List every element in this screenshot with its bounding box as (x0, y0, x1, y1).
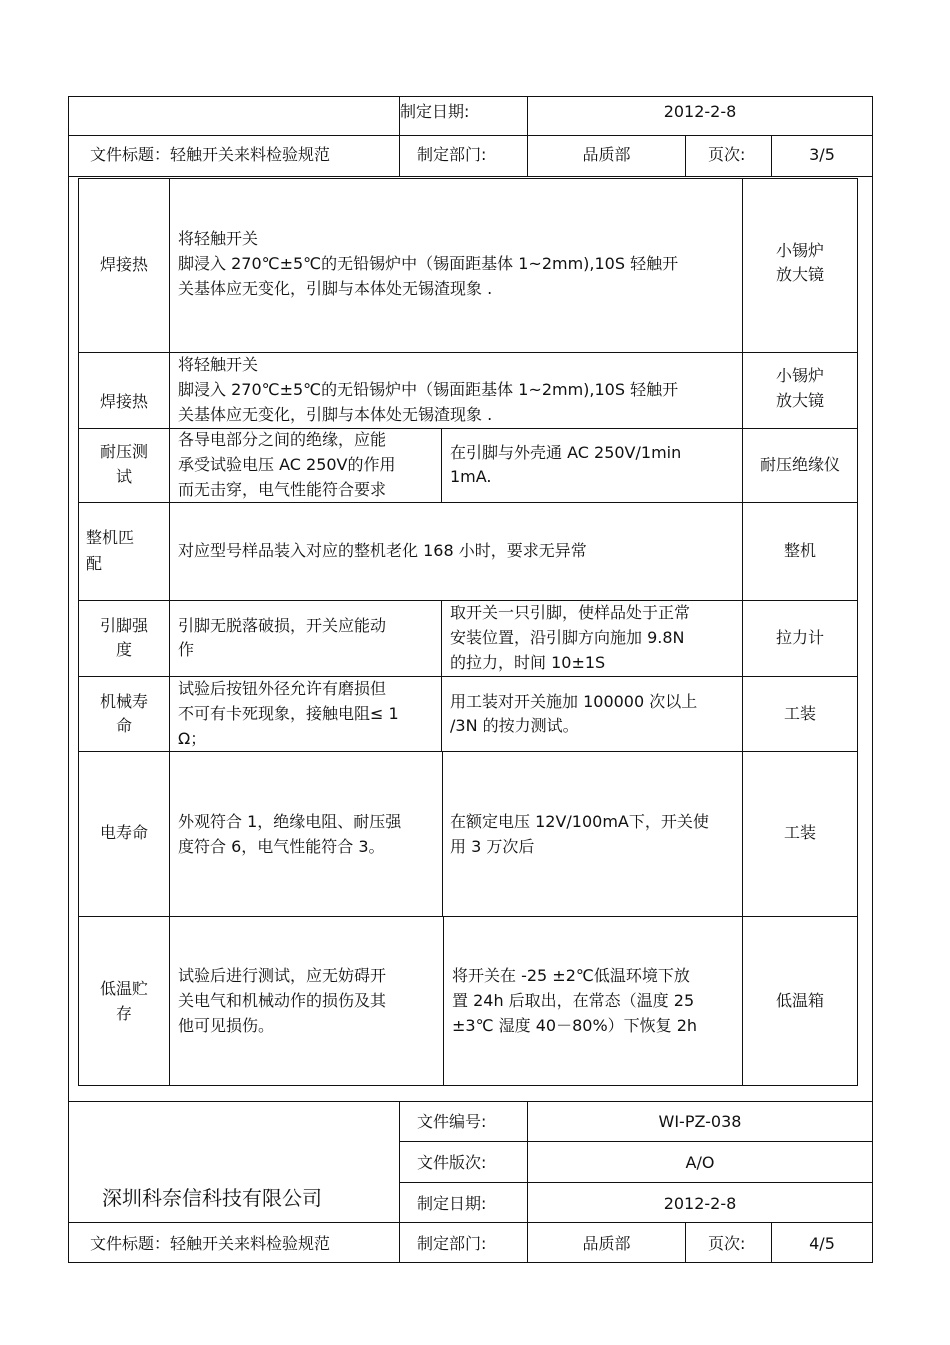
equipment-line: 放大镜 (775, 265, 824, 284)
item-name: 命 (115, 716, 132, 735)
requirement-line: 引脚无脱落破损，开关应能动 (178, 616, 387, 635)
requirement-line: 脚浸入 270℃±5℃的无铅锡炉中（锡面距基体 1~2mm),10S 轻触开 (178, 254, 679, 273)
method-line: 的拉力，时间 10±1S (450, 653, 606, 672)
item-name: 机械寿 (99, 692, 148, 711)
equipment-line: 低温箱 (775, 991, 824, 1010)
dept-value: 品质部 (582, 1234, 631, 1253)
item-name: 低温贮 (99, 979, 148, 998)
document-title: 文件标题：轻触开关来料检验规范 (90, 145, 331, 164)
equipment-line: 小锡炉 (775, 241, 824, 260)
requirement-line: 各导电部分之间的绝缘，应能 (178, 430, 387, 449)
dept-label: 制定部门: (417, 145, 487, 164)
item-name: 配 (86, 554, 103, 573)
equipment-line: 工装 (783, 823, 816, 842)
requirement-line: 他可见损伤。 (178, 1016, 275, 1035)
method-line: 1mA. (450, 467, 492, 486)
document-title: 文件标题：轻触开关来料检验规范 (90, 1234, 331, 1253)
item-name: 焊接热 (99, 392, 148, 411)
page-label: 页次: (708, 145, 746, 164)
dept-label: 制定部门: (417, 1234, 487, 1253)
item-name: 焊接热 (99, 255, 148, 274)
date-label: 制定日期: (400, 102, 470, 121)
requirement-line: 对应型号样品装入对应的整机老化 168 小时，要求无异常 (178, 541, 587, 560)
page-label: 页次: (708, 1234, 746, 1253)
equipment-line: 整机 (783, 541, 816, 560)
equipment-line: 小锡炉 (775, 366, 824, 385)
requirement-line: Ω； (178, 729, 207, 748)
page-number: 3/5 (809, 145, 835, 164)
requirement-line: 试验后进行测试，应无妨碍开 (178, 966, 387, 985)
requirement-line: 不可有卡死现象，接触电阻≤ 1 (178, 704, 399, 723)
requirement-line: 而无击穿，电气性能符合要求 (178, 480, 387, 499)
item-name: 电寿命 (99, 823, 148, 842)
page-number: 4/5 (809, 1234, 835, 1253)
item-name: 耐压测 (99, 442, 148, 461)
equipment-line: 耐压绝缘仪 (759, 455, 840, 474)
method-line: 用 3 万次后 (450, 837, 535, 856)
requirement-line: 关电气和机械动作的损伤及其 (178, 991, 387, 1010)
requirement-line: 将轻触开关 (178, 355, 259, 374)
method-line: 用工装对开关施加 100000 次以上 (450, 692, 698, 711)
item-name: 度 (115, 640, 132, 659)
equipment-line: 拉力计 (775, 628, 824, 647)
method-line: 在额定电压 12V/100mA下，开关使 (450, 812, 709, 831)
item-name: 引脚强 (99, 616, 148, 635)
method-line: ±3℃ 湿度 40－80%）下恢复 2h (452, 1016, 698, 1035)
version-value: A/O (685, 1153, 715, 1172)
version-label: 文件版次: (417, 1153, 487, 1172)
requirement-line: 试验后按钮外径允许有磨损但 (178, 679, 387, 698)
date-value: 2012-2-8 (663, 1194, 737, 1213)
dept-value: 品质部 (582, 145, 631, 164)
method-line: 将开关在 -25 ±2℃低温环境下放 (452, 966, 690, 985)
company-name: 深圳科奈信科技有限公司 (102, 1186, 322, 1210)
method-line: 在引脚与外壳通 AC 250V/1min (450, 443, 682, 462)
requirement-line: 关基体应无变化，引脚与本体处无锡渣现象 . (178, 279, 493, 298)
requirement-line: 度符合 6，电气性能符合 3。 (178, 837, 385, 856)
requirement-line: 外观符合 1，绝缘电阻、耐压强 (178, 812, 402, 831)
method-line: 安装位置，沿引脚方向施加 9.8N (450, 628, 685, 647)
requirement-line: 作 (178, 640, 195, 659)
method-line: /3N 的按力测试。 (450, 716, 579, 735)
requirement-line: 脚浸入 270℃±5℃的无铅锡炉中（锡面距基体 1~2mm),10S 轻触开 (178, 380, 679, 399)
requirement-line: 关基体应无变化，引脚与本体处无锡渣现象 . (178, 405, 493, 424)
doc-number-value: WI-PZ-038 (658, 1112, 742, 1131)
requirement-line: 将轻触开关 (178, 229, 259, 248)
equipment-line: 放大镜 (775, 391, 824, 410)
date-label: 制定日期: (417, 1194, 487, 1213)
requirement-line: 承受试验电压 AC 250V的作用 (178, 455, 396, 474)
doc-number-label: 文件编号: (417, 1112, 487, 1131)
item-name: 整机匹 (86, 528, 135, 547)
equipment-line: 工装 (783, 704, 816, 723)
method-line: 取开关一只引脚，使样品处于正常 (450, 603, 691, 622)
method-line: 置 24h 后取出，在常态（温度 25 (452, 991, 695, 1010)
item-name: 试 (115, 467, 132, 486)
date-value: 2012-2-8 (663, 102, 737, 121)
item-name: 存 (115, 1004, 132, 1023)
